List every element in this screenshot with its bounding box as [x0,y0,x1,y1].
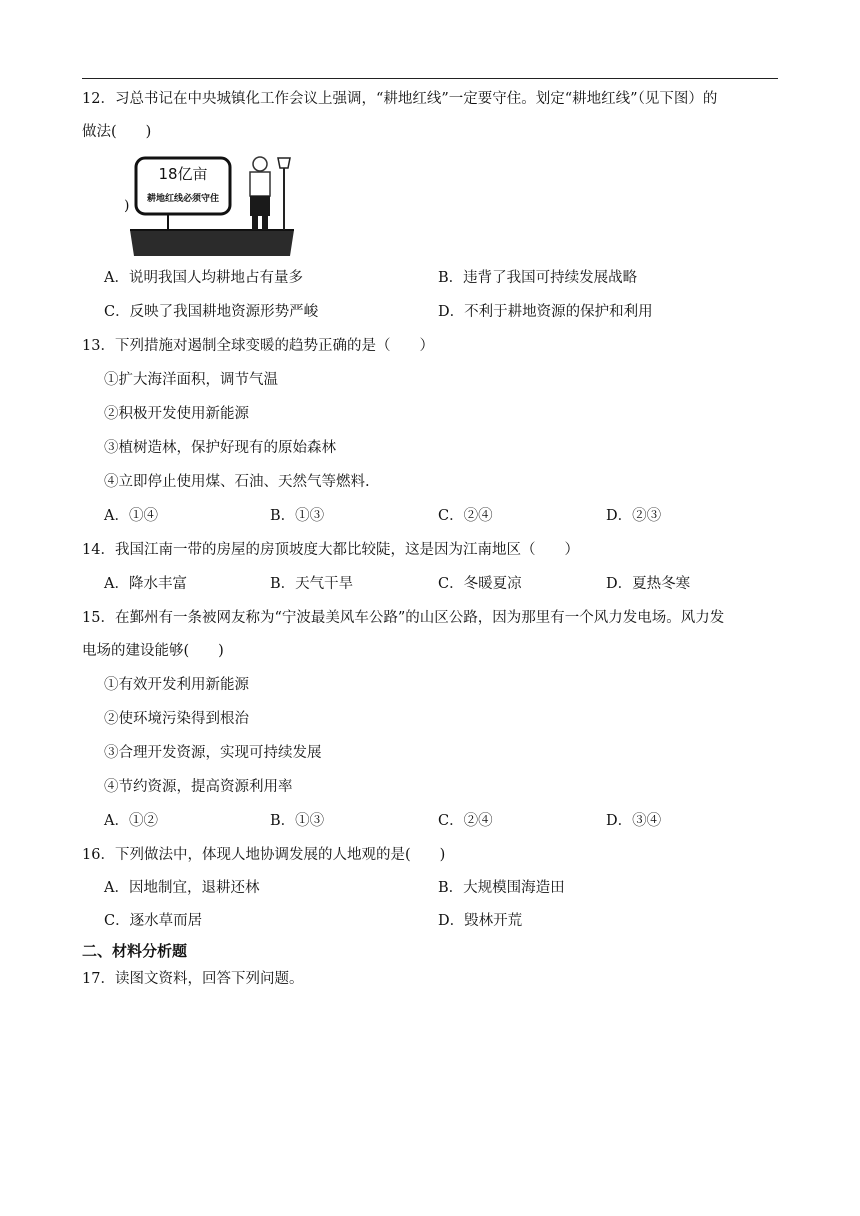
q13-item-1: ①扩大海洋面积，调节气温 [104,372,278,388]
q14-option-c: C．冬暖夏凉 [438,576,522,592]
q14-option-d: D．夏热冬寒 [606,576,691,592]
farmland-redline-figure [128,150,296,258]
q12-stem-line2: 做法( ) [82,124,152,140]
q13-item-4: ④立即停止使用煤、石油、天然气等燃料. [104,474,370,490]
q15-stem-line2: 电场的建设能够( ) [82,643,224,659]
q12-stem-line1: 12．习总书记在中央城镇化工作会议上强调，“耕地红线”一定要守住。划定“耕地红线”（见下图）的 [82,91,718,107]
q13-stem: 13．下列措施对遏制全球变暖的趋势正确的是（ ） [82,338,434,354]
q14-option-b: B．天气干旱 [270,576,354,592]
q13-item-3: ③植树造林，保护好现有的原始森林 [104,440,336,456]
q15-item-1: ①有效开发利用新能源 [104,677,249,693]
q13-option-b: B．①③ [270,508,325,524]
farmland-ground [130,230,294,256]
q13-option-a: A．①④ [104,508,158,524]
q15-stem-line1: 15．在鄞州有一条被网友称为“宁波最美风车公路”的山区公路，因为那里有一个风力发电场。风力发 [82,610,725,626]
q16-option-b: B．大规模围海造田 [438,880,565,896]
sign-text-1: 18亿亩 [158,165,208,183]
q14-option-a: A．降水丰富 [104,576,187,592]
q13-item-2: ②积极开发使用新能源 [104,406,249,422]
q12-option-c: C．反映了我国耕地资源形势严峻 [104,304,319,320]
q15-option-b: B．①③ [270,813,325,829]
shovel-icon [278,158,290,230]
q12-option-a: A．说明我国人均耕地占有量多 [104,270,303,286]
q16-option-c: C．逐水草而居 [104,913,203,929]
q15-option-c: C．②④ [438,813,493,829]
q15-item-3: ③合理开发资源，实现可持续发展 [104,745,322,761]
sign-text-2: 耕地红线必须守住 [146,194,220,204]
q16-stem: 16．下列做法中，体现人地协调发展的人地观的是( ) [82,847,446,863]
q13-option-c: C．②④ [438,508,493,524]
q15-item-4: ④节约资源，提高资源利用率 [104,779,293,795]
section-heading: 二、材料分析题 [82,942,188,960]
q16-option-d: D．毁林开荒 [438,913,523,929]
farmer-icon [250,157,270,230]
q12-option-b: B．违背了我国可持续发展战略 [438,270,638,286]
top-rule [82,78,778,79]
q15-item-2: ②使环境污染得到根治 [104,711,249,727]
q15-option-a: A．①② [104,813,158,829]
q12-option-d: D．不利于耕地资源的保护和利用 [438,304,653,320]
figure-paren: ) [124,198,130,214]
q15-option-d: D．③④ [606,813,662,829]
q14-stem: 14．我国江南一带的房屋的房顶坡度大都比较陡，这是因为江南地区（ ） [82,542,579,558]
q17-stem: 17．读图文资料，回答下列问题。 [82,971,304,987]
q13-option-d: D．②③ [606,508,662,524]
q16-option-a: A．因地制宜，退耕还林 [104,880,260,896]
